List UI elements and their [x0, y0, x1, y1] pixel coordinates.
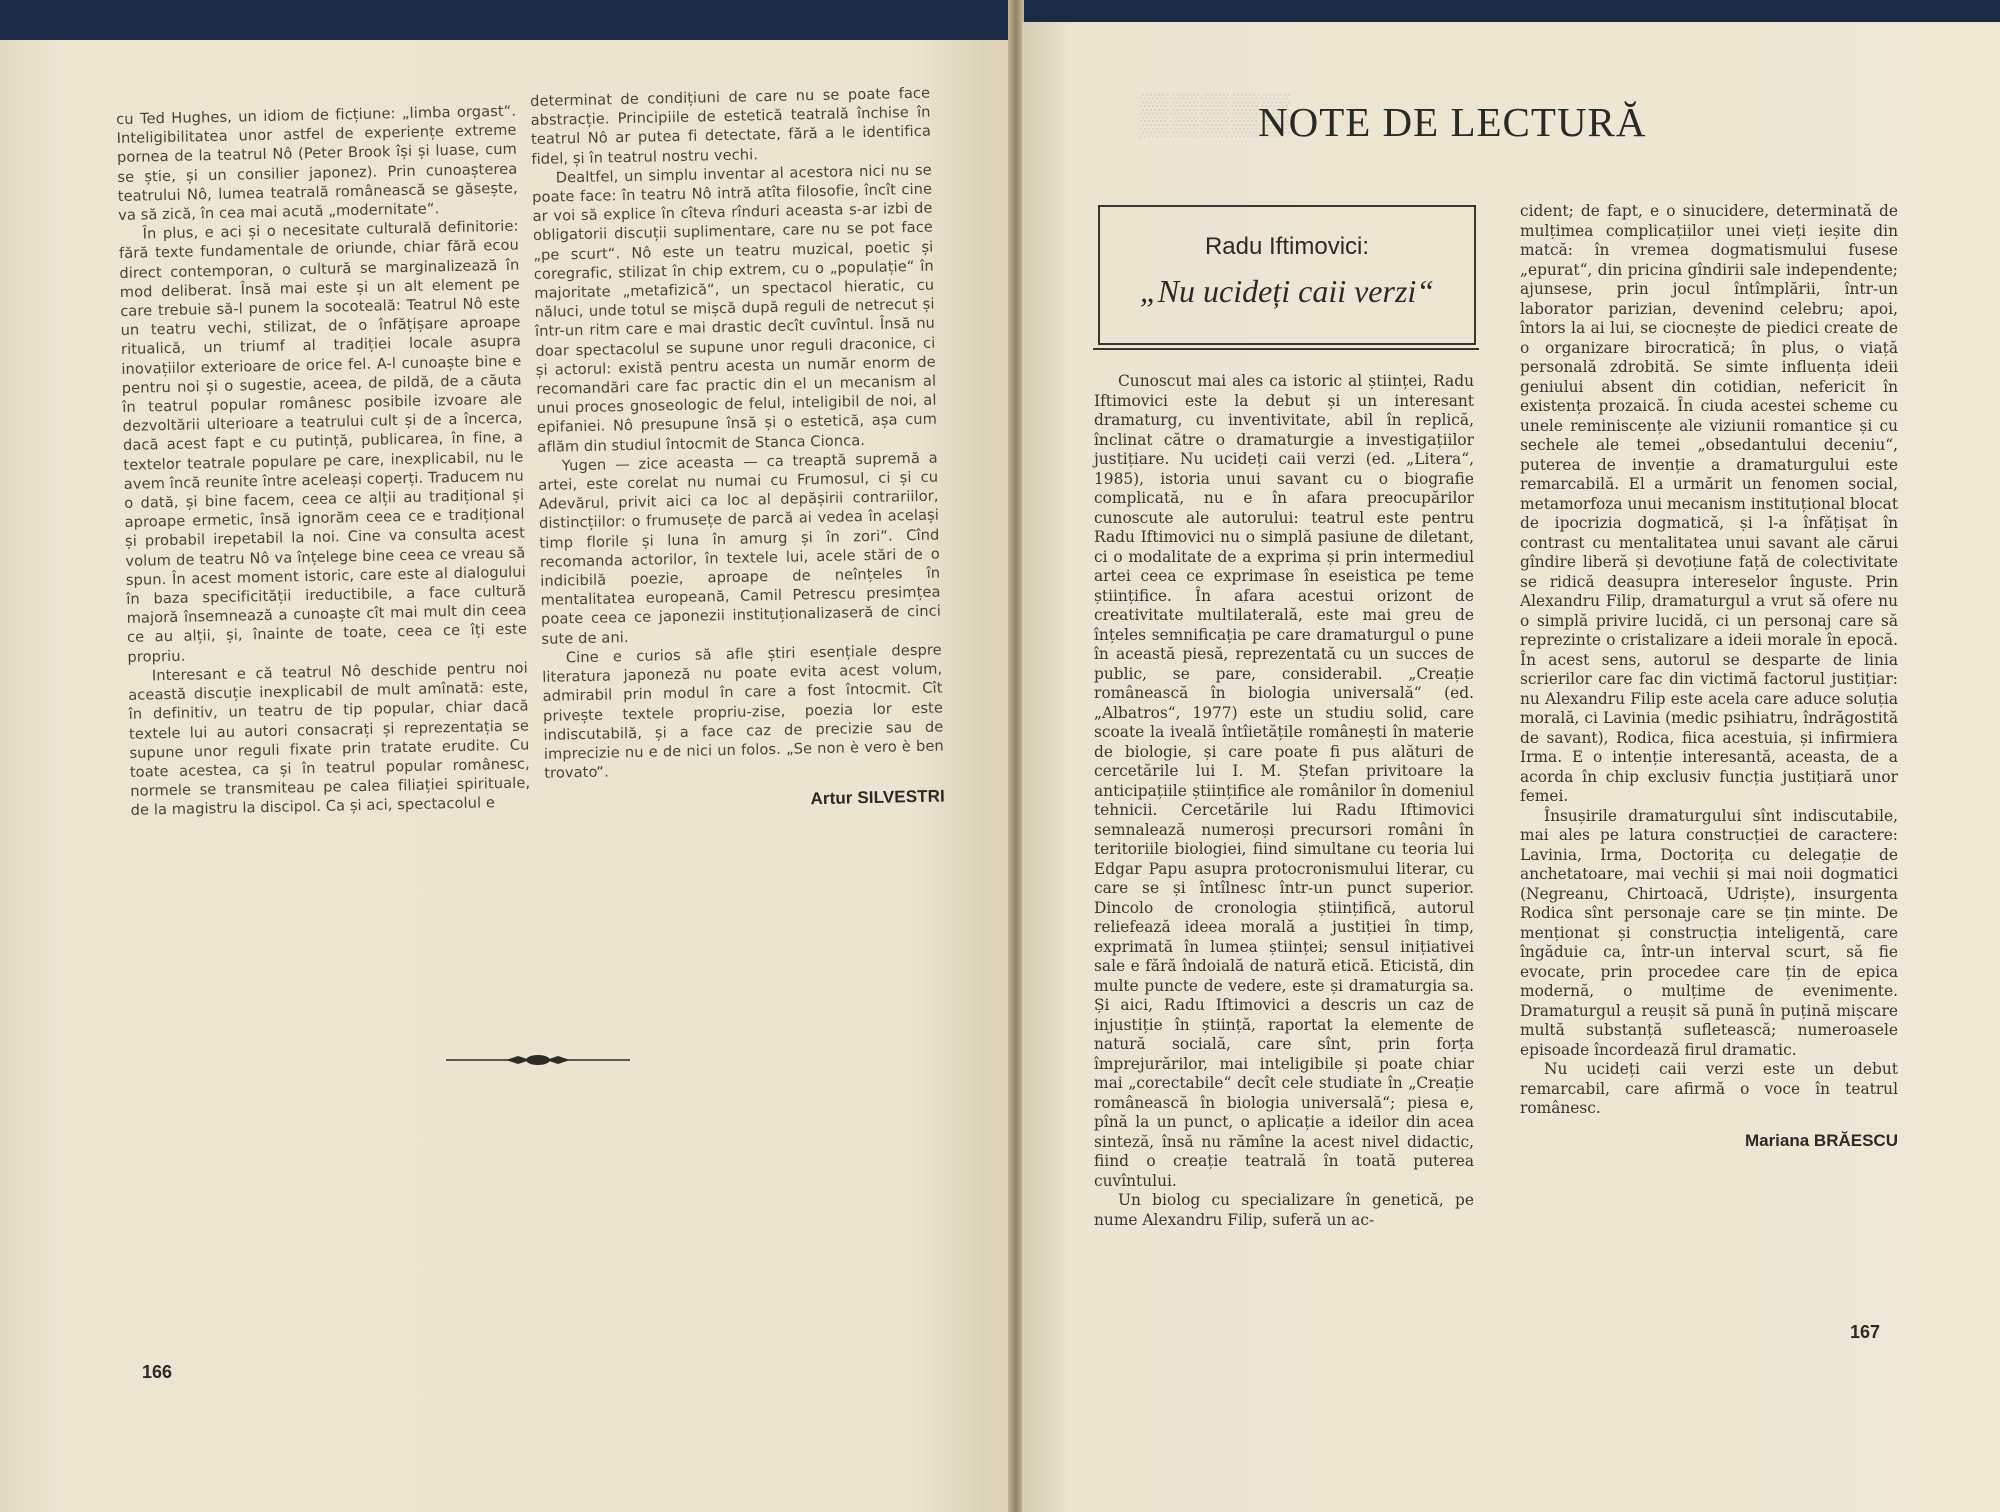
page-number: 167 — [1850, 1322, 1881, 1342]
article-signature: Artur SILVESTRI — [810, 786, 946, 809]
page-number: 166 — [142, 1362, 173, 1382]
article-signature: Mariana BRĂESCU — [1744, 1130, 1898, 1150]
left-page — [0, 40, 1010, 1512]
bleed-through-watermark: ▒▒▒▒▒ — [1140, 91, 1292, 136]
section-title: NOTE DE LECTURĂ — [1258, 99, 1647, 145]
paragraph: Yugen — zice aceasta — ca treaptă supremă a artei, este corelat nu numai cu Frumosul, ci și cu Adevărul, privit aici ca loc al depășirii contrariilor, distincțiilor: o frumusețe de parcă ai vedea în același timp florile și luna în amurg și în zori“. Cînd recomanda actorilor, în textele lui, acele stări de o indicibilă poezie, aproape de neînțeles în mentalitatea europeană, Camil Petrescu presimțea poate ceea ce japonezii instituționalizaseră de cinci sute de ani. — [538, 449, 942, 648]
paragraph: Cunoscut mai ales ca istoric al științei, Radu Iftimovici este la debut și un interesant dramaturg, cu inventivitate, abil în replică, înclinat către o dramaturgie a investigațiilor justițiare. Nu ucideți caii verzi (ed. „Litera“, 1985), istoria unui savant cu o biografie complicată, nu e în afara preocupărilor cunoscute ale autorului: teatrul este pentru Radu Iftimovici nu o simplă pasiune de diletant, ci o modalitate de a exprima și prin intermediul artei ceea ce exprimase în eseistica pe teme științifice. În afara acestui orizont de creativitate multilaterală, este mai greu de înțeles semnificația pe care dramaturgul o pune în această piesă, reprezentată cu un succes de public, se pare, considerabil. „Creație românească în biologia universală“ (ed. „Albatros“, 1977) este un studiu solid, care scoate la iveală întîietățile românești în materie de biologie, și care poate fi pus alături de cercetările lui I. M. Ștefan privitoare la anticipațiile științifice ale românilor în domeniul tehnicii. Cercetările lui Radu Iftimovici semnalează numeroși precursori români în teritoriile biologiei, fiind simultane cu teoria lui Edgar Papu asupra protocronismului literar, cu care se și întîlnesc într-un punct superior. Dincolo de cronologia științifică, autorul reliefează ideea morală a justiției în timp, exprimată în lumea științei; sensul inițiativei sale e fără îndoială de natură etică. Eticistă, din multe puncte de vedere, este și dramaturgia sa. Și aici, Radu Iftimovici a descris un caz de injustiție în știință, raportat la elemente de natură socială, care sînt, prin forța împrejurărilor, mai inteligibile și poate chiar mai „corectabile“ decît cele studiate în „Creație românească în biologia universală“; piesa e, pînă la un punct, o aplicație a ideilor din acea sinteză, însă nu rămîne la acest nivel didactic, fiind o creație teatrală în toată puterea cuvîntului. — [1094, 372, 1474, 1190]
reviewed-title: „Nu ucideți caii verzi“ — [1139, 273, 1435, 309]
box-underline — [1093, 348, 1479, 350]
ornament-divider-icon — [446, 1052, 630, 1068]
paragraph: cu Ted Hughes, un idiom de ficțiune: „limba orgast“. Inteligibilitatea unor astfel de experiențe extreme pornea de la teatrul Nô (Peter Brook își și luase, cum se știe, și un consilier japonez). Prin cunoașterea teatrului Nô, lumea teatrală românească se găsește, va să zică, în cea mai acută „modernitate“. — [116, 102, 518, 224]
right-column-1 — [1094, 372, 1474, 1230]
paragraph: Însușirile dramaturgului sînt indiscutabile, mai ales pe latura construcției de caractere: Lavinia, Irma, Doctorița cu delegație de anchetatoare, mai vechii și mai noii dogmatici (Negreanu, Chirtoacă, Udriște), insurgenta Rodica sînt personaje care se țin minte. De menționat și construcția inteligentă, care îngăduie ca, într-un interval scurt, să fie evocate, prin procedee care țin de epica modernă, o mulțime de evenimente. Dramaturgul a reușit să pună în puțină mișcare multă substanță sufletească; numeroasele episoade încordează firul dramatic. — [1520, 806, 1898, 1059]
paragraph: Nu ucideți caii verzi este un debut remarcabil, care afirmă o voce în teatrul românesc. — [1520, 1060, 1898, 1117]
paragraph: Dealtfel, un simplu inventar al acestora nici nu se poate face: în teatru Nô intră atîta filosofie, încît cine ar voi să explice în cîteva rînduri aceasta s-ar izbi de obligatorii discuții suplimentare, care nu se pot face „pe scurt“. Nô este un teatru muzical, poetic și coregrafic, stilizat în chip extrem, cu o „populație“ în majoritate „metafizică“, un spectacol hieratic, cu năluci, unde totul se mișcă după reguli de netrecut și într-un ritm care e mai drastic decît cuvîntul. Însă nu doar spectacolul se supune unor reguli draconice, ci și actorul: există pentru acesta un număr enorm de recomandări care fac practic din el un mecanism al unui proces gnoseologic de felul, inteligibil de noi, al epifaniei. Nô presupune însă și o estetică, așa cum aflăm din studiul întocmit de Stanca Cionca. — [532, 161, 938, 456]
reviewed-author: Radu Iftimovici: — [1204, 233, 1370, 260]
review-title-box — [1098, 205, 1476, 345]
left-column-2 — [530, 84, 945, 815]
paragraph: Interesant e că teatrul Nô deschide pentru noi această discuție inexplicabil de mult amînată: este, în definitiv, un teatru de tip popular, chiar dacă textele lui au autori consacrați și reprezentația se supune unor reguli fixate prin tratate erudite. Cu toate acestea, ca și în teatrul popular românesc, normele se transmiteau pe calea filiației spirituale, de la magistru la discipol. Ca și aci, spectacolul e — [128, 659, 531, 820]
paragraph: În plus, e aci și o necesitate culturală definitorie: fără texte fundamentale de oriunde, chiar fără ecou direct contemporan, o cultură se marginalizează în mod deliberat. Însă mai este și un alt element pe care trebuie să-l punem la socoteală: Teatrul Nô este un teatru vechi, stilizat, de o înfățișare aproape ritualică, un triumf al tradiției locale asupra inovațiilor exterioare de orice fel. A-l cunoaște bine e pentru noi și o sugestie, aceea, de pildă, de a căuta în teatrul popular românesc posibile izvoare ale dezvoltării ulterioare a teatrului cult și de a încerca, dacă acest fapt e cu putință, publicarea, în fine, a textelor teatrale populare pe care, inexplicabil, nu le avem încă reunite între aceleași coperți. Traducem nu o dată, și bine facem, ceea ce alții au tradițional și aproape ermetic, însă ignorăm ceea ce e tradițional și probabil irepetabil la noi. Cine va consulta acest volum de teatru Nô va înțelege bine ceea ce vreau să spun. În acest moment istoric, care este al dialogului în baza specificității ireductibile, a face cultură majoră însemnează a cunoaște cît mai mult din ceea ce au alții, și, înainte de toate, ceea ce îți este propriu. — [118, 217, 528, 666]
paragraph: Cine e curios să afle știri esențiale despre literatura japoneză nu poate evita acest volum, admirabil prin modul în care a fost întocmit. Cît privește textele propriu-zise, poezia lor este indiscutabilă, și a face caz de precizie sau de imprecizie nu e de nici un folos. „Se non è vero è ben trovato“. — [542, 641, 944, 782]
right-column-2 — [1520, 202, 1898, 1150]
left-column-1 — [116, 102, 531, 821]
paragraph: determinat de condițiuni de care nu se poate face abstracție. Principiile de estetică teatrală închise în teatrul Nô ar putea fi detectate, fără a le identifica fidel, și în teatrul nostru vechi. — [530, 84, 932, 168]
paragraph: Un biolog cu specializare în genetică, pe nume Alexandru Filip, suferă un ac- — [1094, 1191, 1474, 1229]
paragraph: cident; de fapt, e o sinucidere, determinată de mulțimea complicațiilor unei vieți ieșite din matcă: în vremea dogmatismului fusese „epurat“, din pricina gîndirii sale independente; ajunsese, prin jocul întîmplării, într-un laborator parizian, devenind celebru; apoi, întors la ai lui, se ciocnește de piedici create de o organizare birocratică; în plus, o viață personală zdrobită. Se simte influența ideii geniului absent din cotidian, nefericit în existența prozaică. În ciuda acestei scheme cu unele reminiscențe ale viziunii romantice și cu sechele ale temei „obsedantului deceniu“, puterea de invenție a dramaturgului este remarcabilă. El a urmărit un fenomen social, metamorfoza unui mecanism instituțional blocat de ipocrizia dogmatică, și l-a înfățișat în contrast cu mentalitatea unui savant ale cărui gîndire liberă și devoțiune față de colectivitate se ridică deasupra intereselor înguste. Prin Alexandru Filip, dramaturgul a vrut să ofere nu o simplă privire lucidă, ci un personaj care să reprezinte o cristalizare a ideii morale în epocă. În acest sens, autorul se desparte de linia scrierilor care fac din victimă factorul justițiar: nu Alexandru Filip este acela care aduce soluția morală, ci Lavinia (medic psihiatru, îndrăgostită de savant), Rodica, fiica acestuia, și infirmiera Irma. E o intenție interesantă, aceasta, de a acorda în chip exclusiv funcția justițiară unor femei. — [1520, 202, 1898, 805]
